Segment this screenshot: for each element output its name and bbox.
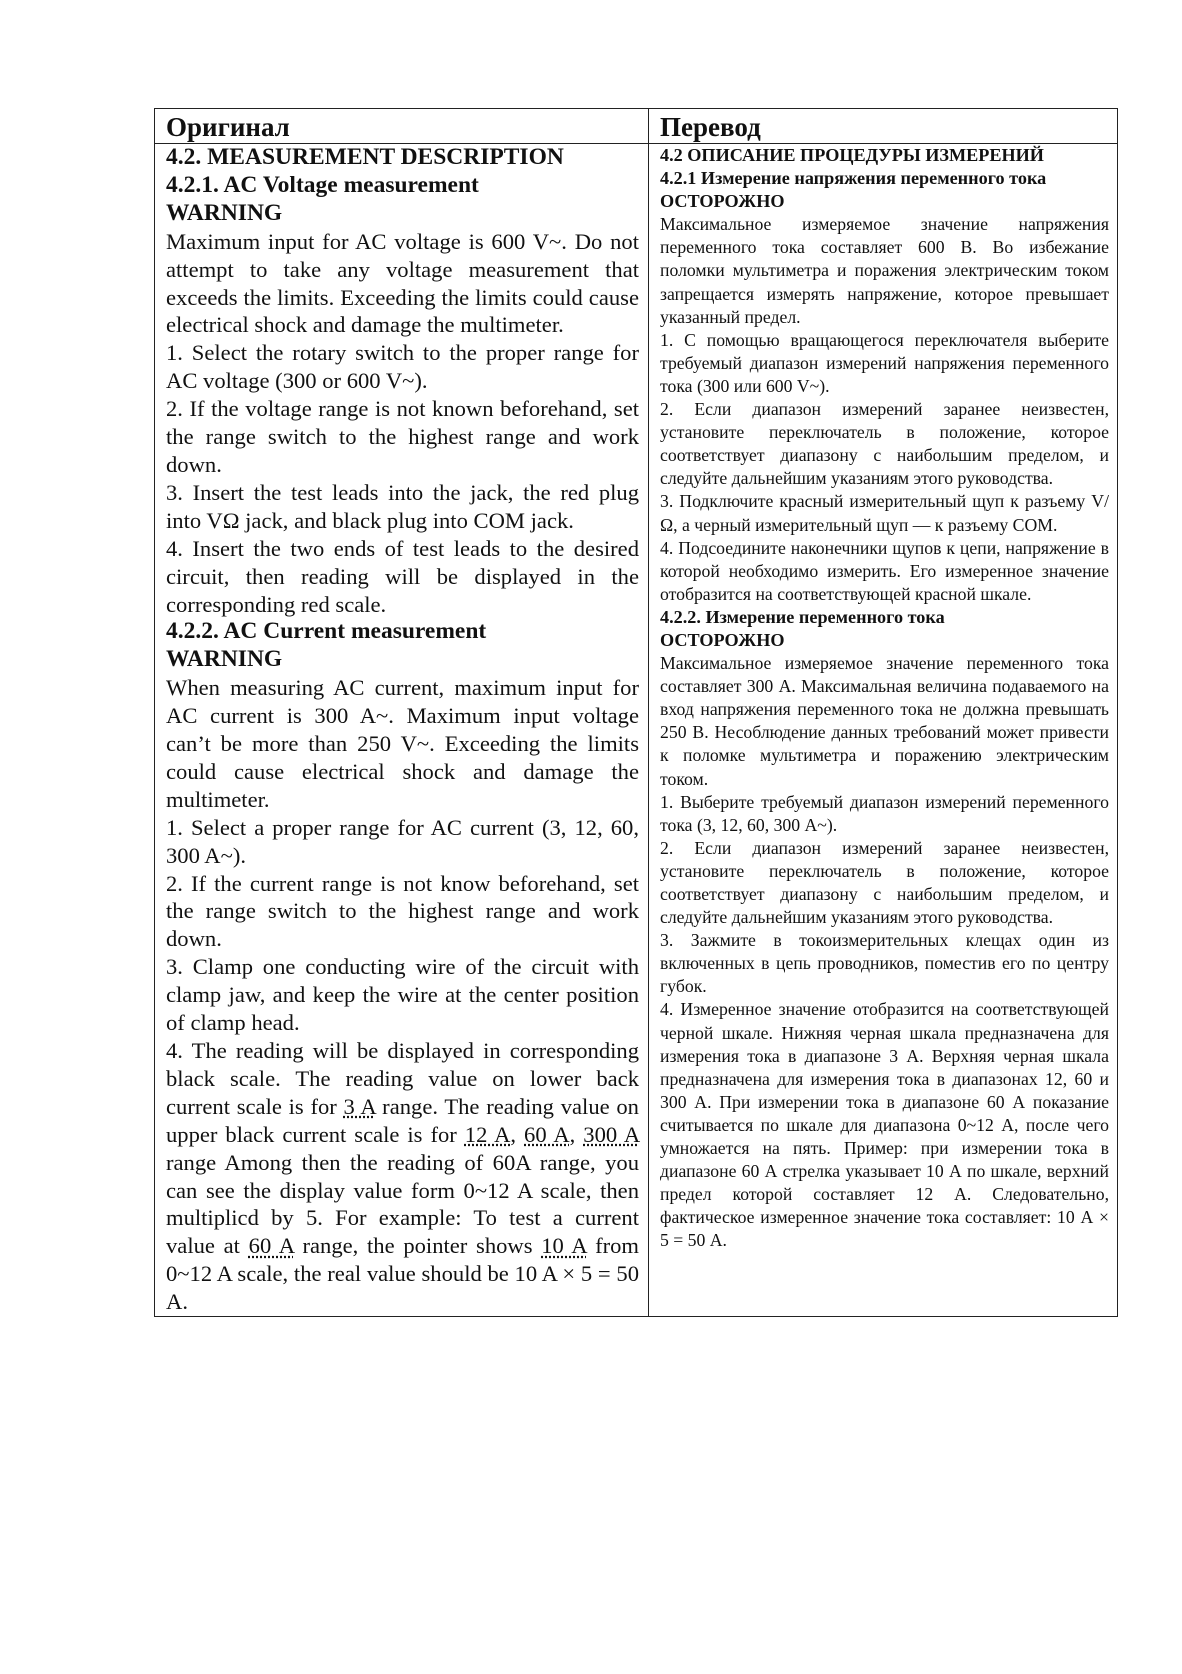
step4-text: 4. The reading will be displayed in corresponding black scale. The reading value on lower back current scale is for xyxy=(166,1038,639,1119)
step4-range-value: 300 A xyxy=(583,1121,639,1147)
original-voltage-step-4: 4. Insert the two ends of test leads to the desired circuit, then reading will be displayed in the corresponding red scale. xyxy=(166,535,639,617)
translation-voltage-step-3: 3. Подключите красный измерительный щуп к разъему V/Ω, а черный измерительный щуп — к разъему COM. xyxy=(660,491,1109,535)
step4-text: , xyxy=(569,1121,584,1147)
step4-range-value: 12 A xyxy=(464,1121,511,1147)
original-current-step-3: 3. Clamp one conducting wire of the circuit with clamp jaw, and keep the wire at the center position of clamp head. xyxy=(166,954,639,1036)
original-voltage-step-3: 3. Insert the test leads into the jack, the red plug into VΩ jack, and black plug into COM jack. xyxy=(166,479,639,533)
step4-text: , xyxy=(510,1121,525,1147)
original-current-step-1: 1. Select a proper range for AC current (3, 12, 60, 300 A~). xyxy=(166,814,639,868)
original-warning-label-2: WARNING xyxy=(166,646,283,673)
translation-section-title: 4.2 ОПИСАНИЕ ПРОЦЕДУРЫ ИЗМЕРЕНИЙ xyxy=(660,145,1044,165)
translation-voltage-heading: 4.2.1 Измерение напряжения переменного тока xyxy=(660,168,1047,189)
original-voltage-warning-text: Maximum input for AC voltage is 600 V~. Do not attempt to take any voltage measurement that exceeds the limits. Exceeding the limits could cause electrical shock and damage the multimeter. xyxy=(166,228,639,338)
translation-current-heading: 4.2.2. Измерение переменного тока xyxy=(660,606,945,627)
original-cell xyxy=(155,144,649,1317)
original-current-heading: 4.2.2. AC Current measurement xyxy=(166,618,487,645)
translation-voltage-step-1: 1. С помощью вращающегося переключателя выберите требуемый диапазон измерений напряжения переменного тока (300 или 600 V~). xyxy=(660,329,1109,396)
translation-warning-label: ОСТОРОЖНО xyxy=(660,191,785,212)
table-content-row xyxy=(155,144,1118,1317)
translation-table xyxy=(154,108,1118,1317)
translation-voltage-step-2: 2. Если диапазон измерений заранее неизвестен, установите переключатель в положение, которое соответствует диапазону с наибольшим пределом, и следуйте дальнейшим указаниям этого руководства. xyxy=(660,399,1109,489)
step4-range-value: 60 A xyxy=(248,1233,294,1259)
translation-current-step-1: 1. Выберите требуемый диапазон измерений переменного тока (3, 12, 60, 300 A~). xyxy=(660,791,1109,835)
step4-text: range. The reading value on upper black current scale is for xyxy=(166,1093,639,1147)
translation-current-step-2: 2. Если диапазон измерений заранее неизвестен, установите переключатель в положение, которое соответствует диапазону с наибольшим пределом, и следуйте дальнейшим указаниям этого руководства. xyxy=(660,837,1109,928)
translation-current-step-4: 4. Измеренное значение отобразится на соответствующей черной шкале. Нижняя черная шкала предназначена для измерения тока в диапазоне 3 А. Верхняя черная шкала предназначена для измерения тока в диапазонах 12, 60 и 300 А. При измерении тока в диапазоне 60 А показание считывается по шкале для диапазона 0~12 А, после чего умножается на пять. Пример: при измерении тока в диапазоне 60 А стрелка указывает 10 А по шкале, верхний предел которой составляет 12 А. Следовательно, фактическое измеренное значение тока составляет: 10 А × 5 = 50 А. xyxy=(660,999,1109,1251)
original-voltage-step-2: 2. If the voltage range is not known beforehand, set the range switch to the highest range and work down. xyxy=(166,396,639,477)
original-current-warning-text: When measuring AC current, maximum input for AC current is 300 A~. Maximum input voltage can’t be more than 250 V~. Exceeding the limits could cause electrical shock and damage the multimeter. xyxy=(166,675,639,812)
step4-text: range, the pointer shows xyxy=(293,1233,542,1259)
original-current-step-2: 2. If the current range is not know beforehand, set the range switch to the highest range and work down. xyxy=(166,870,639,952)
step4-range-value: 60 A xyxy=(524,1121,570,1147)
original-warning-label: WARNING xyxy=(166,199,283,226)
translation-voltage-step-4: 4. Подсоедините наконечники щупов к цепи, напряжение в которой необходимо измерить. Его измеренное значение отобразится на соответствующей красной шкале. xyxy=(660,537,1109,604)
translation-current-warning-text: Максимальное измеряемое значение переменного тока составляет 300 А. Максимальная величина подаваемого на вход напряжения переменного тока не должна превышать 250 В. Несоблюдение данных требований может привести к поломке мультиметра и поражению электрическим током. xyxy=(660,653,1109,789)
translation-cell xyxy=(649,144,1118,1317)
translation-warning-label-2: ОСТОРОЖНО xyxy=(660,629,785,650)
step4-text: range Among then the reading of 60A range, you can see the display value form 0~12 A scale, then multiplicd by 5. For example: To test a current value at xyxy=(166,1149,639,1259)
step4-text: from 0~12 A scale, the real value should be 10 A × 5 = 50 A. xyxy=(166,1233,639,1315)
translation-current-step-3: 3. Зажмите в токоизмерительных клещах один из включенных в цепь проводников, поместив его по центру губок. xyxy=(660,930,1109,997)
original-voltage-heading: 4.2.1. AC Voltage measurement xyxy=(166,171,479,198)
original-current-step-4 xyxy=(166,1037,639,1316)
translation-voltage-warning-text: Максимальное измеряемое значение напряжения переменного тока составляет 600 В. Во избежание поломки мультиметра и поражения электрическим током запрещается измерять напряжение, которое превышает указанный предел. xyxy=(660,214,1109,327)
step4-range-value: 10 A xyxy=(541,1233,587,1259)
step4-range-value: 3 A xyxy=(343,1093,376,1119)
table-header-row xyxy=(155,109,1118,144)
header-translation: Перевод xyxy=(649,109,1118,144)
original-section-title: 4.2. MEASUREMENT DESCRIPTION xyxy=(166,144,564,170)
header-original: Оригинал xyxy=(155,109,649,144)
original-voltage-step-1: 1. Select the rotary switch to the proper range for AC voltage (300 or 600 V~). xyxy=(166,340,639,394)
